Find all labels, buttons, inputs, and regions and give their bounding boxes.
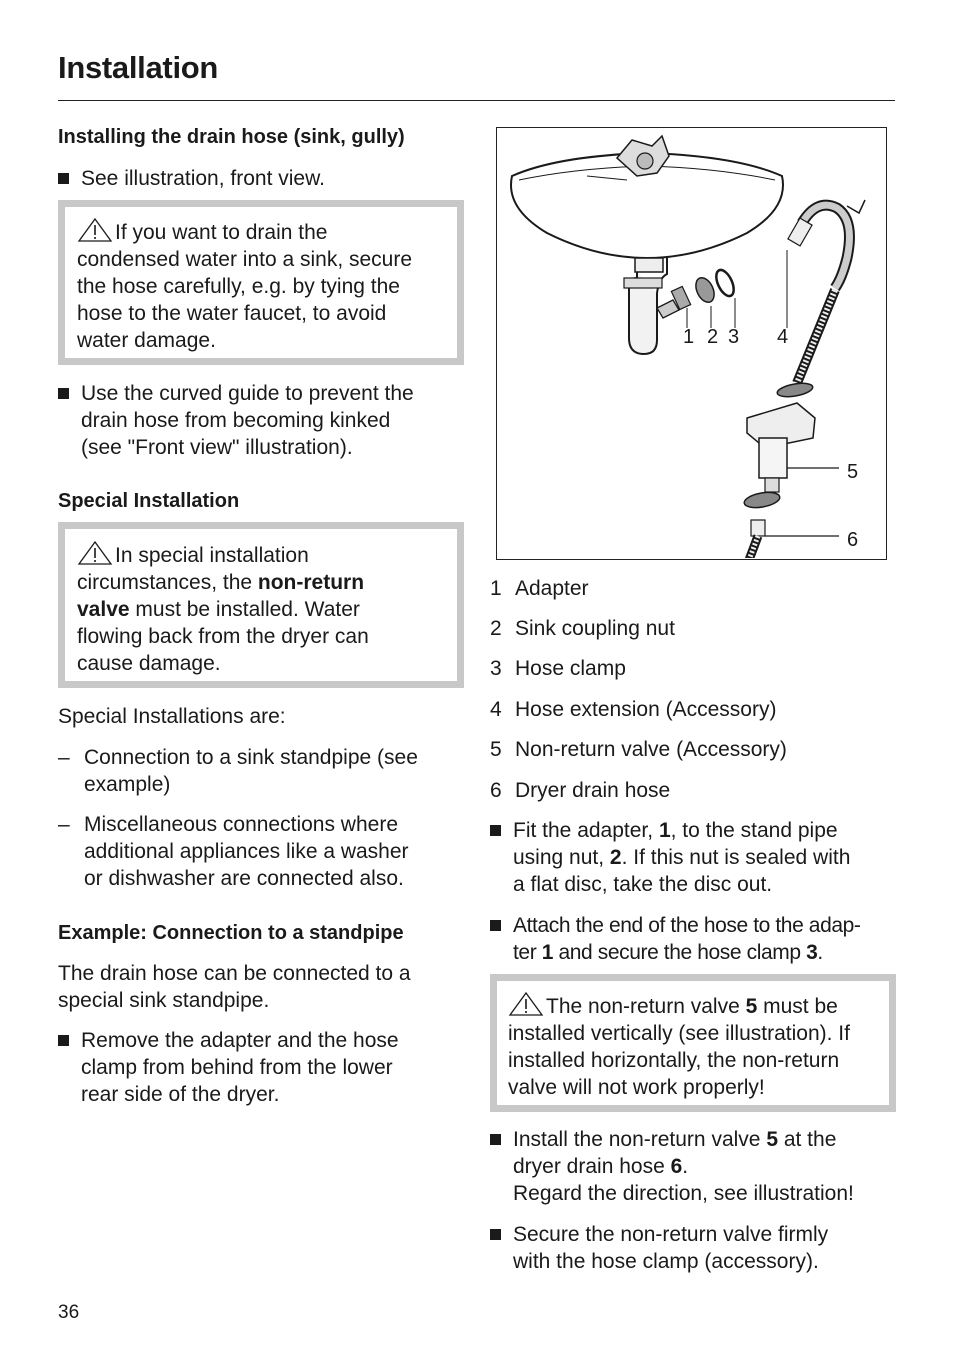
heading-example: Example: Connection to a standpipe (58, 922, 404, 944)
bullet-square-icon (490, 1229, 501, 1240)
bullet-square-icon (58, 1035, 69, 1046)
figure-label-2: 2 (707, 326, 719, 348)
warning-box-sink: If you want to drain the condensed water into a sink, secure the hose carefully, e.g. by tying the hose to the water faucet, to avoid water damage. (58, 200, 464, 365)
figure-label-5: 5 (847, 461, 859, 483)
warning-triangle-icon (508, 992, 544, 1016)
warning-triangle-icon (77, 218, 113, 242)
page-title: Installation (58, 50, 219, 85)
sink-hose-diagram (497, 128, 885, 558)
bullet-square-icon (490, 825, 501, 836)
heading-drain-hose: Installing the drain hose (sink, gully) (58, 126, 405, 148)
figure-label-3: 3 (728, 326, 740, 348)
example-paragraph: The drain hose can be connected to a special sink standpipe. (58, 962, 411, 1012)
warning-box-valve: The non-return valve 5 must be installed vertically (see illustration). If installed horizontally, the non-return valve will not work properly! (490, 974, 896, 1112)
figure-label-4: 4 (777, 326, 789, 348)
special-installations-intro: Special Installations are: (58, 705, 286, 728)
installation-illustration (496, 127, 887, 560)
bullet-square-icon (490, 1134, 501, 1145)
warning-box-special: In special installation circumstances, the non-return valve must be installed. Water flowing back from the dryer can cause damage. (58, 522, 464, 688)
bullet-square-icon (58, 173, 69, 184)
figure-label-6: 6 (847, 529, 859, 551)
page-number: 36 (58, 1302, 80, 1323)
figure-label-1: 1 (683, 326, 695, 348)
title-rule (58, 100, 895, 101)
warning-triangle-icon (77, 541, 113, 565)
heading-special-installation: Special Installation (58, 490, 240, 512)
bullet-square-icon (490, 920, 501, 931)
bullet-square-icon (58, 388, 69, 399)
